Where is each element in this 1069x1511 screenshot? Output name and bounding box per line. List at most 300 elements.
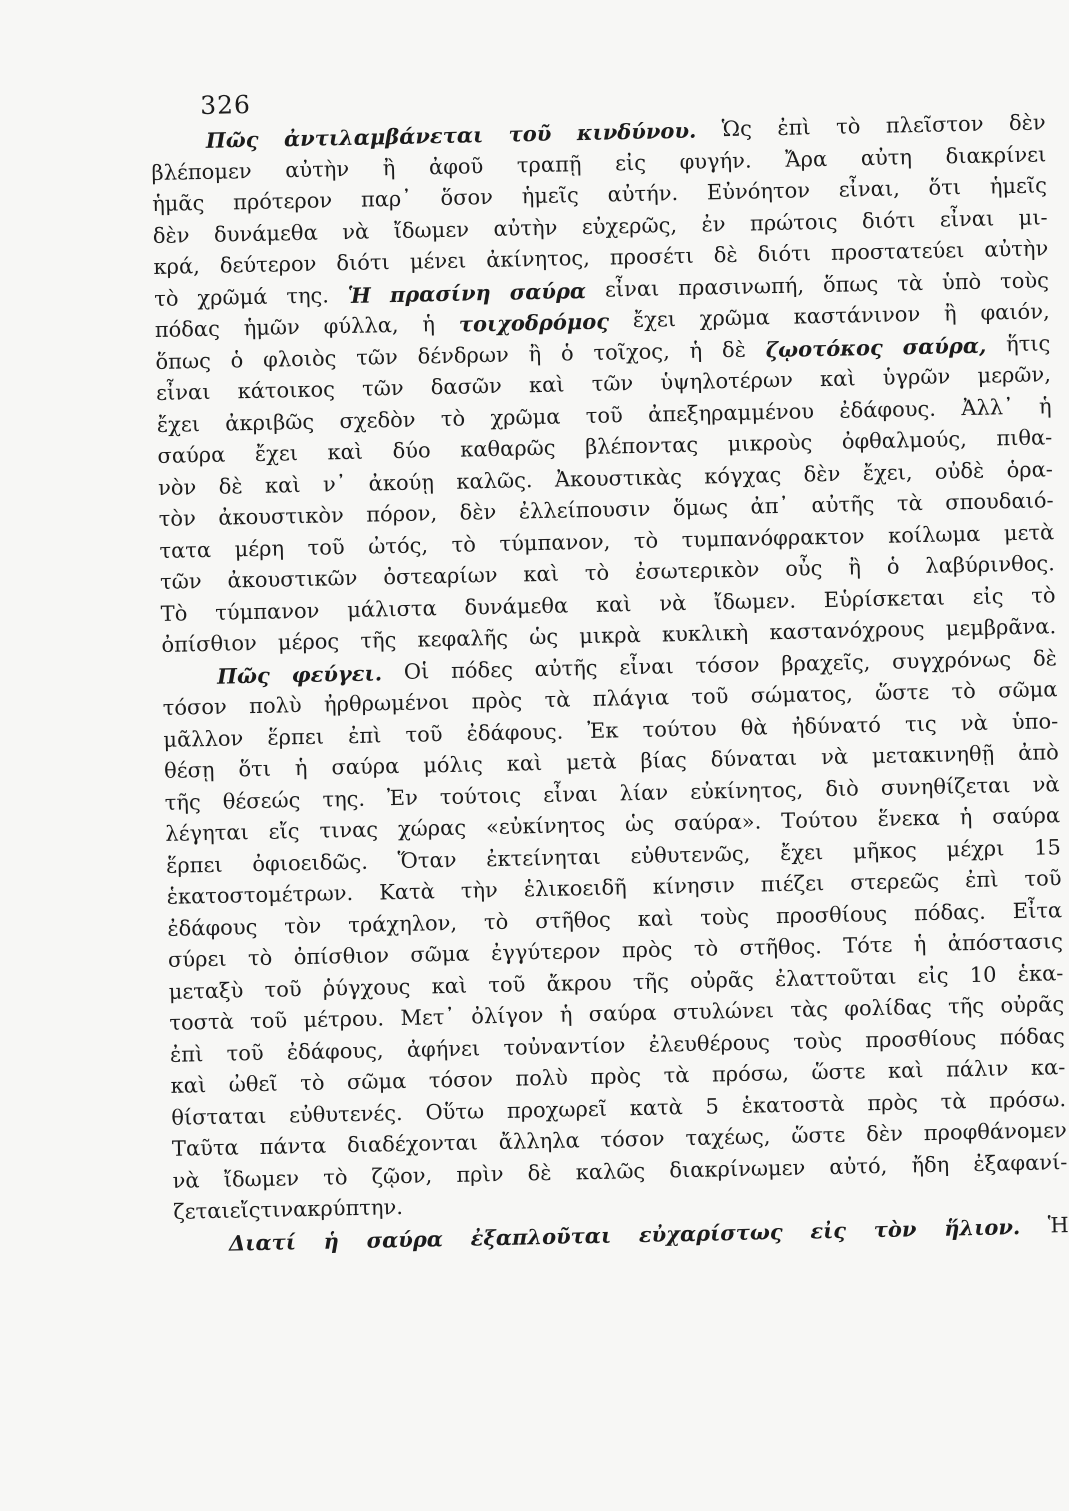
word: Μετ᾽ xyxy=(400,1004,456,1031)
word: πιθα- xyxy=(996,425,1053,451)
word: τὸ xyxy=(951,678,977,704)
word: 10 xyxy=(969,962,997,987)
word: τῆς xyxy=(360,628,397,653)
word: παρ᾽ xyxy=(360,186,413,212)
word: ὥστε xyxy=(811,1059,866,1085)
heading-word: εὐχαρίστως xyxy=(638,1218,783,1247)
word: ῥύγχους xyxy=(322,974,411,1001)
word: ἥτις xyxy=(1005,330,1051,356)
word: προστατεύει xyxy=(830,238,965,265)
word: τατα xyxy=(159,537,212,563)
word: αὐτό, xyxy=(829,1153,888,1179)
word: ἕνεκα xyxy=(877,805,941,831)
word: θέσεώς xyxy=(222,787,301,814)
word: ἢ xyxy=(382,155,396,180)
word: μεμβρᾶνα. xyxy=(945,614,1057,641)
word: τύμπανον xyxy=(214,598,320,625)
word: ἀκουστικῶν xyxy=(227,565,358,593)
word: Ἐν xyxy=(386,785,419,810)
heading-word: ζῳοτόκος xyxy=(765,334,884,362)
word: ὁ xyxy=(560,340,574,366)
word: τινα xyxy=(260,1197,308,1223)
word: διότι xyxy=(757,241,812,267)
word: ἐλλείπουσιν xyxy=(518,496,651,524)
word: φύλλα, xyxy=(323,312,399,339)
word: 5 xyxy=(705,1093,720,1119)
word: αὐτῆς xyxy=(811,491,875,518)
word: πόδας xyxy=(999,1023,1065,1049)
word: μι- xyxy=(1018,204,1048,230)
word: πόδες xyxy=(450,657,514,683)
word: τὸ xyxy=(440,406,466,431)
word: ταχέως, xyxy=(685,1124,771,1151)
word: αὐτη xyxy=(860,144,913,170)
word: ἀπ᾽ xyxy=(750,493,790,519)
word: τῶν xyxy=(159,569,202,594)
page-number: 326 xyxy=(199,89,252,121)
word: ἔχει, xyxy=(862,459,913,485)
word: εὐθυτενῶς, xyxy=(630,841,751,868)
word: τοῦ xyxy=(1024,866,1062,891)
word: ἑκατοστομέτρων. xyxy=(166,880,354,909)
word: σαύρα xyxy=(157,442,226,468)
word: τὸ xyxy=(693,936,719,961)
word: εἶναι xyxy=(542,781,598,807)
word: Ἐκ xyxy=(587,717,619,743)
word: πρότερον xyxy=(232,188,333,215)
word: οὖς xyxy=(784,556,823,581)
word: τις xyxy=(904,711,937,736)
word: ἔχει xyxy=(779,839,824,865)
word: ἑκα- xyxy=(1017,960,1064,986)
word: εἶναι xyxy=(619,653,674,679)
word: κρύπτην. xyxy=(307,1195,404,1222)
word: συνηθίζεται xyxy=(880,772,1011,800)
word: κόγχας xyxy=(703,462,782,489)
word: σῶμα xyxy=(410,941,470,967)
word: τούτου xyxy=(642,715,717,742)
word: τῆς xyxy=(164,789,201,815)
heading-word: Διατί xyxy=(228,1228,297,1256)
word: τὰς xyxy=(790,997,829,1022)
word: Ἡ xyxy=(1047,1212,1069,1238)
word: καὶ xyxy=(431,973,468,998)
word: ἀπεξηραμμένου xyxy=(647,398,815,427)
word: τῆς xyxy=(947,993,985,1019)
word: ὁρα- xyxy=(1006,456,1054,482)
word: μέρη xyxy=(234,535,285,561)
word: αὐτῆς xyxy=(534,655,598,681)
word: πάλιν xyxy=(945,1056,1009,1082)
word: ὡς xyxy=(528,624,559,650)
word: τὸ xyxy=(299,1070,325,1096)
word: διαδέχονται xyxy=(346,1130,479,1158)
word: τὸ xyxy=(247,945,273,971)
word: λαβύρινθος. xyxy=(925,551,1056,578)
word: εὐχερῶς, xyxy=(581,212,678,239)
heading-word: Πῶς xyxy=(205,126,259,153)
word: δὲ xyxy=(527,1160,552,1185)
heading-word: ἀντιλαμβάνεται xyxy=(283,122,484,152)
word: προχωρεῖ xyxy=(506,1096,608,1123)
word: ἴδωμεν xyxy=(223,1165,300,1192)
word: διακρίνωμεν xyxy=(669,1155,806,1182)
word: ὅμως xyxy=(672,495,729,521)
word: ἡμῶν xyxy=(243,314,301,341)
word: φυγήν. xyxy=(679,147,752,174)
word: Οἱ xyxy=(403,658,430,684)
word: τοῦ xyxy=(307,534,345,560)
word: εἴς xyxy=(229,1198,261,1223)
word: εἶναι xyxy=(155,379,211,406)
word: ἡ xyxy=(559,1002,573,1027)
word: κεφαλῆς xyxy=(417,625,509,652)
word: πρὸς xyxy=(867,1089,919,1115)
word: μέρος xyxy=(277,629,340,655)
word: νὰ xyxy=(172,1167,200,1193)
word: μῆκος xyxy=(852,837,917,864)
word: δένδρων xyxy=(417,342,509,369)
word: τοστὰ xyxy=(169,1009,234,1035)
word: ὠθεῖ xyxy=(228,1071,278,1097)
word: ἐσωτερικὸν xyxy=(634,557,760,585)
word: Ἀλλ᾽ xyxy=(961,394,1014,420)
heading-word: εἰς xyxy=(810,1217,847,1243)
word: ὁ xyxy=(230,347,244,372)
word: τράχηλον, xyxy=(347,910,458,937)
heading-word: τοῦ xyxy=(508,120,552,147)
word: τὰ xyxy=(896,490,923,516)
word: Εἶτα xyxy=(1012,897,1063,923)
word: τοῦ xyxy=(691,684,729,709)
word: Οὕτω xyxy=(425,1098,485,1125)
word: ὀφιοειδῶς. xyxy=(252,849,369,876)
word: ἀπὸ xyxy=(1017,740,1060,766)
word: τὰ xyxy=(663,1062,690,1088)
word: δυνάμεθα xyxy=(464,592,569,620)
word: κρά, xyxy=(153,254,201,280)
word: δύο xyxy=(392,438,431,464)
word: ἤδη xyxy=(911,1152,950,1177)
word: ὀστεαρίων xyxy=(383,562,498,590)
word: μέχρι xyxy=(946,835,1005,862)
word: δύναται xyxy=(710,745,798,772)
word: ὀφθαλμούς, xyxy=(841,427,968,454)
word: τοὺς xyxy=(999,267,1050,293)
heading-word: Ἡ xyxy=(347,281,372,308)
word: προσθίους xyxy=(775,901,888,928)
word: ἀκριβῶς xyxy=(224,409,315,436)
word: ἐλαττοῦται xyxy=(774,964,897,991)
word: τραπῇ xyxy=(516,151,582,177)
word: καλῶς. xyxy=(456,467,533,494)
word: ἡ xyxy=(294,755,308,781)
word: πρὶν xyxy=(456,1161,504,1187)
heading-word: τοιχοδρόμος xyxy=(458,308,610,337)
word: ὥστε xyxy=(791,1122,846,1148)
word: τόσον xyxy=(162,694,227,720)
word: δυνάμεθα xyxy=(213,220,318,247)
word: καθαρῶς xyxy=(459,435,556,462)
word: εἰς xyxy=(917,963,949,988)
word: ἐπὶ xyxy=(169,1041,204,1067)
word: τὰ xyxy=(896,270,924,295)
word: καστανόχρους xyxy=(769,616,925,645)
word: αὐτήν. xyxy=(607,181,679,207)
word: χώρας xyxy=(397,815,467,842)
word: καλῶς xyxy=(575,1158,646,1184)
word: ἠρθρωμένοι xyxy=(323,689,450,717)
word: καὶ xyxy=(595,591,632,617)
word: οὐδὲ xyxy=(934,458,985,484)
word: τὰ xyxy=(544,687,571,712)
word: δὲ xyxy=(713,242,738,268)
word: σύρει xyxy=(167,946,227,972)
word: Ταῦτα xyxy=(171,1135,239,1161)
word: ὁ xyxy=(886,554,900,579)
word: προσέτι xyxy=(609,243,694,270)
word: νὰ xyxy=(960,710,988,735)
word: ἕρπει xyxy=(165,852,223,878)
word: τοῦ xyxy=(226,1040,264,1066)
word: ἢ xyxy=(848,555,862,580)
word: σχεδὸν xyxy=(339,407,416,433)
word: πρὸς xyxy=(590,1064,642,1090)
word: Ἀκουστικὰς xyxy=(554,464,683,492)
word: εἶναι xyxy=(939,205,995,232)
word: εὐκίνητος, xyxy=(689,777,804,804)
word: ἡμεῖς xyxy=(521,183,580,209)
word: ἐξαφανί- xyxy=(973,1149,1068,1176)
heading-word: τὸν xyxy=(873,1215,917,1242)
word: ἔχει xyxy=(156,411,201,437)
word: μετὰ xyxy=(565,749,617,775)
word: βραχεῖς, xyxy=(781,649,871,676)
word: δὲν xyxy=(865,1121,904,1147)
word: καὶ xyxy=(887,1058,924,1083)
word: λίαν xyxy=(619,779,669,805)
heading-word: σαύρα xyxy=(366,1225,444,1253)
word: εἶναι xyxy=(604,275,660,302)
word: Τούτου xyxy=(780,807,858,834)
word: εἴς xyxy=(268,819,300,844)
word: τόσον xyxy=(600,1126,665,1152)
word: εὐθυτενές. xyxy=(288,1100,403,1127)
word: φλοιὸς xyxy=(262,345,337,372)
word: πρόσω, xyxy=(711,1060,790,1087)
word: ἴδωμεν. xyxy=(713,588,797,614)
word: σαύρα xyxy=(992,803,1061,829)
word: ἀκουστικὸν xyxy=(218,503,344,530)
word: αὐτὴν xyxy=(984,236,1049,262)
word: ἡμᾶς xyxy=(151,190,205,217)
word: εἰς xyxy=(972,583,1004,609)
word: μέτρου. xyxy=(303,1006,385,1033)
word: πρώτοις xyxy=(749,209,838,236)
word: ὑψηλοτέρων xyxy=(660,367,794,395)
word: ἡμεῖς xyxy=(989,173,1048,199)
word: τὸ xyxy=(451,531,477,557)
word: συγχρόνως xyxy=(891,646,1012,674)
word: τὴν xyxy=(460,877,499,903)
word: ἢ xyxy=(528,341,542,366)
heading-word: ἥλιον. xyxy=(943,1213,1021,1241)
word: προσθίους xyxy=(865,1025,977,1052)
word: δὲν xyxy=(803,461,841,486)
word: ἐν xyxy=(701,211,726,237)
word: τοῦ xyxy=(249,1008,288,1034)
heading-word: φεύγει. xyxy=(291,659,383,687)
word: πάντα xyxy=(259,1133,327,1160)
word: τὸ xyxy=(483,909,509,934)
word: προφθάνομεν xyxy=(923,1118,1068,1146)
word: βλέπομεν xyxy=(151,158,252,185)
word: διακρίνει xyxy=(945,141,1047,168)
word: 15 xyxy=(1033,834,1062,860)
word: Κατὰ xyxy=(378,879,436,905)
word: ὅπως xyxy=(155,348,212,374)
word: νὰ xyxy=(341,219,370,244)
word: τυμπανόφρακτον xyxy=(681,523,865,552)
word: κοίλωμα xyxy=(887,521,981,548)
word: κατὰ xyxy=(629,1094,684,1120)
word: καὶ xyxy=(523,561,560,587)
word: πρὸς xyxy=(621,937,673,963)
word: ἡ xyxy=(689,338,703,363)
word: δὲ xyxy=(721,337,747,362)
word: καὶ xyxy=(528,372,565,398)
word: καὶ xyxy=(170,1073,207,1098)
word: ἡ xyxy=(1038,393,1052,419)
word: ὅπως xyxy=(822,271,879,297)
word: τὸν xyxy=(158,506,197,531)
word: αὐτὴν xyxy=(493,215,558,241)
word: ἐδάφους. xyxy=(466,719,564,746)
word: τοῦ xyxy=(405,721,443,747)
word: τὰ xyxy=(940,1088,967,1114)
word: ὅσον xyxy=(440,184,494,211)
word: στῆθος. xyxy=(739,934,823,960)
word: πρὸς xyxy=(471,688,523,714)
word: ὅτι xyxy=(238,756,272,782)
word: ἀκούῃ xyxy=(368,469,435,496)
word: τοῦ xyxy=(264,976,302,1002)
word: χρῶμα xyxy=(699,305,771,331)
word: ἐλευθέρους xyxy=(648,1029,771,1057)
word: χρῶμα xyxy=(490,404,561,430)
word: τὸ xyxy=(584,560,610,586)
word: μάλιστα xyxy=(346,595,437,622)
word: τὸ xyxy=(633,528,659,553)
word: καὶ xyxy=(637,905,674,931)
word: ἀφοῦ xyxy=(428,153,484,179)
word: νὰ xyxy=(820,744,849,770)
word: μικροὺς xyxy=(727,430,813,457)
word: ἐκτείνηται xyxy=(485,844,601,871)
word: ἡ xyxy=(913,932,927,957)
word: τοῖχος, xyxy=(593,338,670,365)
word: ἐπὶ xyxy=(777,115,811,140)
word: ἐδάφους. xyxy=(839,396,937,423)
word: Εὐνόητον xyxy=(706,178,811,205)
word: ἀπόστασις xyxy=(947,929,1064,956)
word: διότι xyxy=(861,207,916,233)
word: μεταξὺ xyxy=(168,977,244,1004)
word: πόρον, xyxy=(365,501,438,527)
word: ἑκατοστὰ xyxy=(741,1091,845,1118)
word: θέσῃ xyxy=(163,757,215,783)
word: σαύρα xyxy=(588,1000,657,1027)
word: πολὺ xyxy=(248,693,302,719)
word: σώματος, xyxy=(750,681,854,708)
word: κα- xyxy=(1030,1055,1066,1080)
word: δὲν xyxy=(459,499,497,525)
word: αὐτὴν xyxy=(284,156,350,182)
word: ὀπίσθιον xyxy=(161,630,257,657)
word: θὰ xyxy=(740,714,768,740)
word: ὡς xyxy=(624,811,655,837)
word: ἴδωμεν xyxy=(393,216,470,243)
word: ὀλίγον xyxy=(471,1003,544,1029)
word: καὶ xyxy=(264,472,301,498)
word: ἢ xyxy=(943,301,957,326)
body-text xyxy=(151,107,1069,1259)
word: ἐγγύτερον xyxy=(490,938,601,966)
word: ἄκρου xyxy=(546,970,612,996)
word: ὅτι xyxy=(928,175,962,200)
word: δὲν xyxy=(152,222,190,248)
word: πλάγια xyxy=(592,685,670,711)
word: νὰ xyxy=(1032,771,1060,797)
word: ἔχει xyxy=(254,441,299,466)
word: ὑπο- xyxy=(1011,708,1059,734)
word: πρόσω. xyxy=(988,1086,1067,1113)
word: ὑγρῶν xyxy=(882,364,951,390)
word: πρασινωπή, xyxy=(677,272,805,300)
heading-word: σαύρα, xyxy=(902,332,987,359)
word: τὸ xyxy=(1031,582,1056,608)
word: τῶν xyxy=(361,375,404,401)
word: ἐδάφους xyxy=(167,914,258,941)
word: εἰς xyxy=(614,150,647,175)
word: καὶ xyxy=(819,366,856,392)
word: ἡ xyxy=(959,805,973,830)
word: τὸ xyxy=(835,114,861,139)
heading-word: Πῶς xyxy=(216,662,270,689)
word: καὶ xyxy=(506,751,543,776)
word: κάτοικος xyxy=(237,377,336,404)
word: Τὸ xyxy=(160,600,188,626)
word: τόσον xyxy=(428,1067,494,1093)
word: μόλις xyxy=(422,752,484,778)
word: τὸν xyxy=(284,913,322,938)
word: χρῶμά xyxy=(197,284,268,310)
word: σαύρα». xyxy=(673,809,762,836)
word: ἐπὶ xyxy=(964,867,999,893)
word: διὸ xyxy=(825,775,860,801)
heading-word: πρασίνη xyxy=(389,279,492,307)
word: πολὺ xyxy=(515,1065,569,1091)
word: τοὺς xyxy=(792,1028,843,1054)
word: πιέζει xyxy=(760,871,825,897)
word: δὲ xyxy=(218,473,243,499)
word: οὐρᾶς xyxy=(689,967,755,993)
word: Τότε xyxy=(842,932,893,958)
word: κίνησιν xyxy=(652,873,736,899)
word: ἡ xyxy=(422,312,436,337)
word: τὸ xyxy=(322,1164,348,1190)
word: κυκλικὴ xyxy=(661,620,749,647)
